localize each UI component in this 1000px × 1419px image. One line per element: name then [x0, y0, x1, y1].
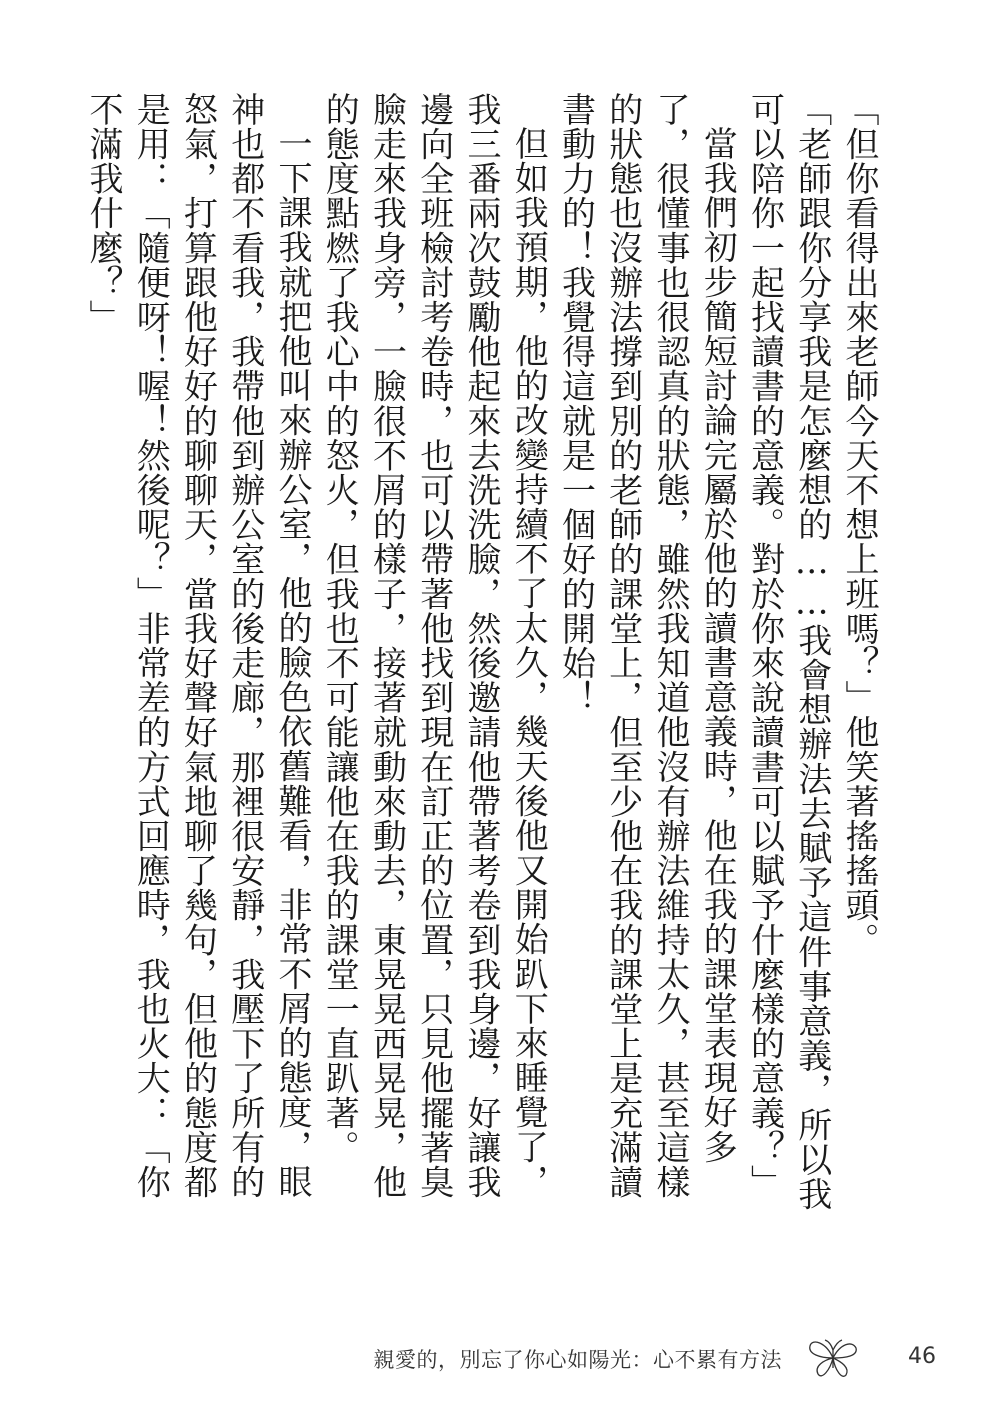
page-number: 46 — [908, 1344, 936, 1369]
vertical-text-body — [83, 92, 882, 1212]
paragraph-2: 「老師跟你分享我是怎麼想的……我會想辦法去賦予這件事意義，所以我可以陪你一起找讀書的意義。對於你來說讀書可以賦予什麼樣的意義？」 — [744, 92, 832, 1212]
page-footer — [0, 1336, 1000, 1382]
running-book-title: 親愛的，別忘了你心如陽光：心不累有方法 — [373, 1348, 782, 1372]
paragraph-1: 「但你看得出來老師今天不想上班嗎？」他笑著搖搖頭。 — [839, 92, 879, 957]
paragraph-5: 一下課我就把他叫來辦公室，他的臉色依舊難看，非常不屑的態度，眼神也都不看我，我帶他到辦公室的後走廊，那裡很安靜，我壓下了所有的怒氣，打算跟他好好的聊聊天，當我好聲好氣地聊了幾句，但他的態度都是用：「隨便呀！喔！然後呢？」非常差的方式回應時，我也火大：「你不滿我什麼？」 — [83, 92, 312, 1200]
paragraph-3: 當我們初步簡短討論完屬於他的讀書意義時，他在我的課堂表現好多了，很懂事也很認真的狀態，雖然我知道他沒有辦法維持太久，甚至這樣的狀態也沒辦法撐到別的老師的課堂上，但至少他在我的課堂上是充滿讀書動力的！我覺得這就是一個好的開始！ — [555, 92, 738, 1200]
butterfly-icon — [806, 1336, 860, 1380]
paragraph-4: 但如我預期，他的改變持續不了太久，幾天後他又開始趴下來睡覺了，我三番兩次鼓勵他起來去洗洗臉，然後邀請他帶著考卷到我身邊，好讓我邊向全班檢討考卷時，也可以帶著他找到現在訂正的位置，只見他擺著臭臉走來我身旁，一臉很不屑的樣子，接著就動來動去，東晃晃西晃晃，他的態度點燃了我心中的怒火，但我也不可能讓他在我的課堂一直趴著。 — [319, 92, 549, 1200]
